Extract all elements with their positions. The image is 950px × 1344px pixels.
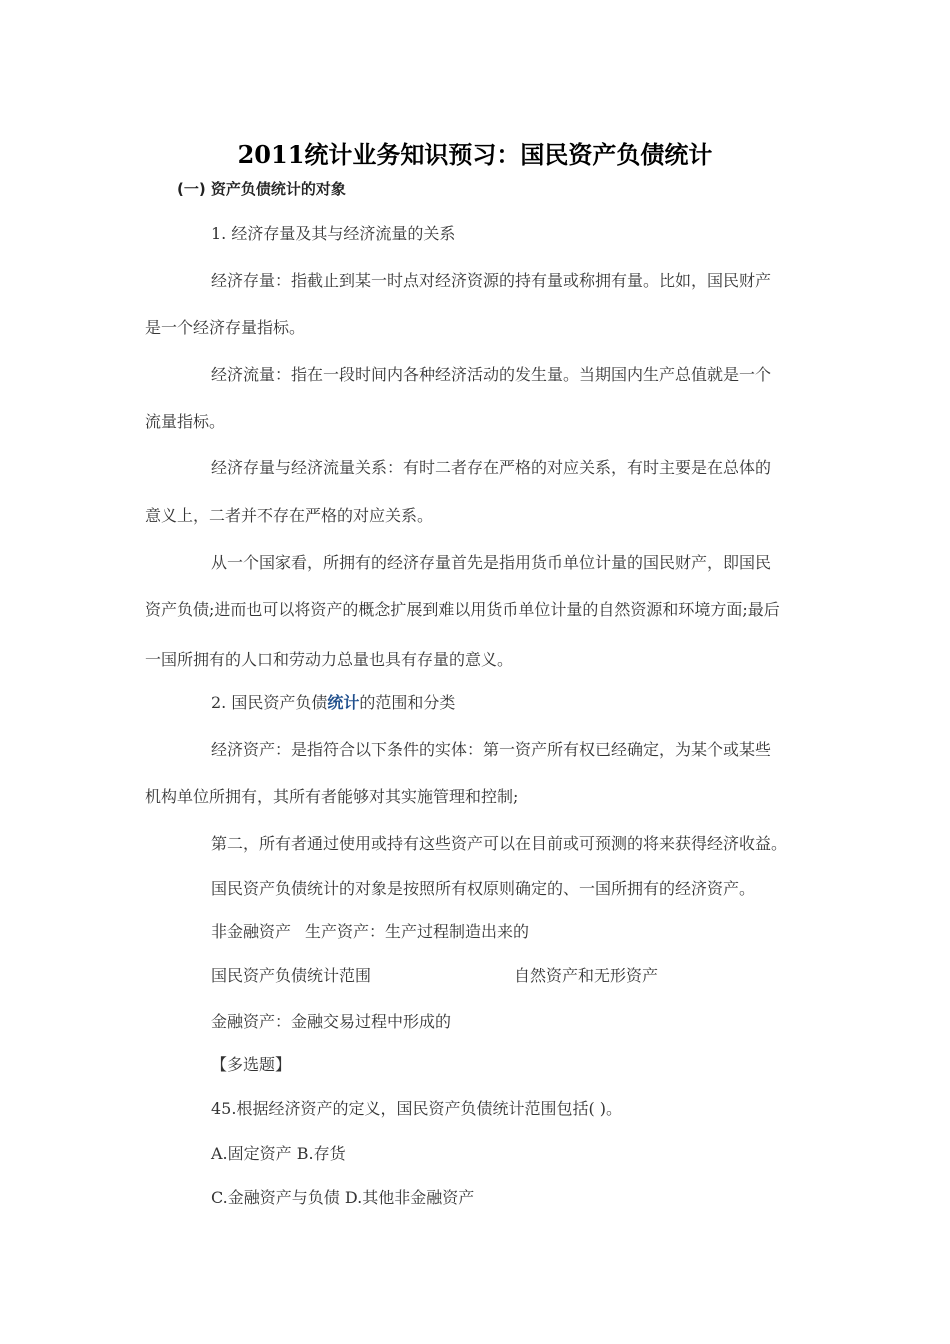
paragraph-country-line-1: 从一个国家看，所拥有的经济存量首先是指用货币单位计量的国民财产，即国民 (211, 553, 772, 572)
paragraph-asset-line-2: 机构单位所拥有，其所有者能够对其实施管理和控制; (145, 787, 519, 806)
paragraph-stock-line-1: 经济存量：指截止到某一时点对经济资源的持有量或称拥有量。比如，国民财产 (211, 271, 772, 290)
multiple-choice-tag: 【多选题】 (211, 1055, 292, 1074)
paragraph-relation-line-1: 经济存量与经济流量关系：有时二者存在严格的对应关系，有时主要是在总体的 (211, 458, 772, 477)
natural-assets-label: 自然资产和无形资产 (514, 966, 659, 985)
classification-row-1 (211, 922, 529, 942)
item-heading-1: 1. 经济存量及其与经济流量的关系 (211, 224, 456, 243)
non-financial-assets-label: 非金融资产 (211, 922, 292, 941)
statistics-link[interactable]: 统计 (327, 693, 360, 712)
scope-label: 国民资产负债统计范围 (211, 966, 372, 985)
paragraph-country-line-3: 一国所拥有的人口和劳动力总量也具有存量的意义。 (145, 650, 514, 669)
paragraph-stock-line-2: 是一个经济存量指标。 (145, 318, 306, 337)
paragraph-second-condition: 第二，所有者通过使用或持有这些资产可以在目前或可预测的将来获得经济收益。 (211, 834, 788, 853)
options-c-d: C.金融资产与负债 D.其他非金融资产 (211, 1188, 475, 1207)
paragraph-object: 国民资产负债统计的对象是按照所有权原则确定的、一国所拥有的经济资产。 (211, 879, 756, 898)
paragraph-relation-line-2: 意义上，二者并不存在严格的对应关系。 (145, 506, 434, 525)
paragraph-flow-line-1: 经济流量：指在一段时间内各种经济活动的发生量。当期国内生产总值就是一个 (211, 365, 772, 384)
options-a-b: A.固定资产 B.存货 (211, 1144, 346, 1163)
paragraph-flow-line-2: 流量指标。 (145, 412, 226, 431)
produced-assets-label: 生产资产：生产过程制造出来的 (305, 922, 530, 941)
paragraph-country-line-2: 资产负债;进而也可以将资产的概念扩展到难以用货币单位计量的自然资源和环境方面;最后 (145, 600, 780, 619)
paragraph-asset-line-1: 经济资产：是指符合以下条件的实体：第一资产所有权已经确定，为某个或某些 (211, 740, 772, 759)
item-heading-2-suffix: 的范围和分类 (359, 693, 456, 712)
financial-assets-label: 金融资产：金融交易过程中形成的 (211, 1012, 452, 1031)
item-heading-2 (211, 693, 455, 713)
section-heading: (一) 资产负债统计的对象 (177, 180, 346, 198)
item-heading-2-prefix: 2. 国民资产负债 (211, 693, 328, 712)
question-45: 45.根据经济资产的定义，国民资产负债统计范围包括( )。 (211, 1099, 623, 1118)
document-title: 2011统计业务知识预习：国民资产负债统计 (237, 140, 713, 169)
